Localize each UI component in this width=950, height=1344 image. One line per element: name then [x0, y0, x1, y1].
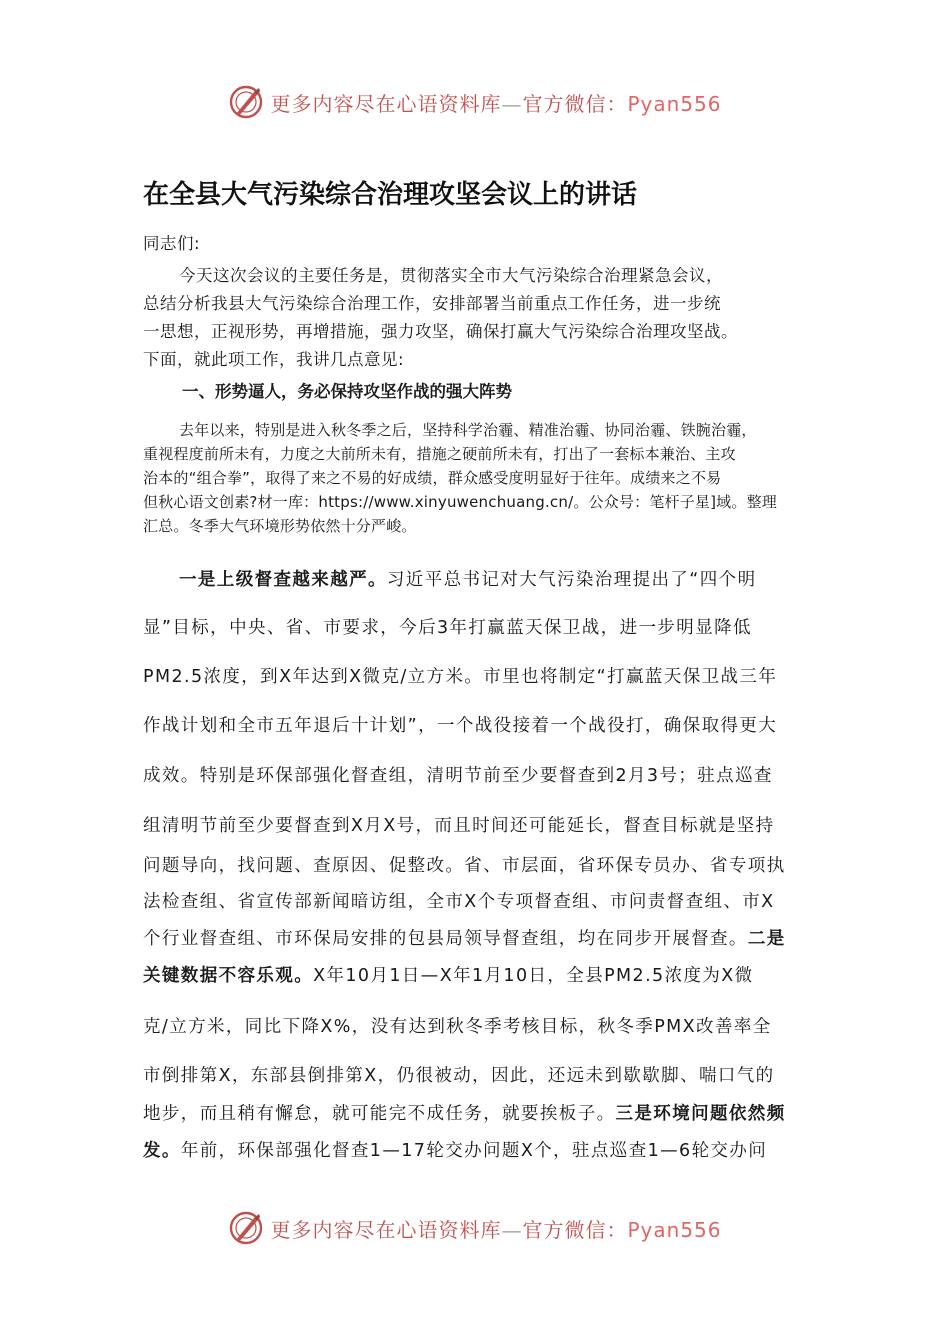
- watermark-text: 更多内容尽在心语资料库—官方微信：Pyan556: [270, 1217, 722, 1242]
- bold-phrase: 关键数据不容乐观。: [143, 966, 314, 986]
- bold-phrase: 三是环境问题依然频: [615, 1104, 786, 1124]
- salutation: 同志们:: [143, 234, 201, 253]
- watermark-banner-bottom: [0, 1208, 950, 1248]
- intro-line: 一思想，正视形势，再增措施，强力攻坚，确保打赢大气污染综合治理攻坚战。: [143, 322, 738, 341]
- body-line-11: 克/立方米，同比下降X%，没有达到秋冬季考核目标，秋冬季PMX改善率全: [143, 1017, 772, 1037]
- watermark-banner-top: [0, 82, 950, 122]
- section-line: 治本的“组合拳”，取得了来之不易的好成绩，群众感受度明显好于往年。成绩来之不易: [143, 469, 722, 487]
- intro-paragraph: [143, 262, 808, 374]
- body-line-1: 一是上级督查越来越严。习近平总书记对大气污染治理提出了“四个明: [179, 570, 757, 590]
- intro-line: 下面，就此项工作，我讲几点意见:: [143, 350, 405, 369]
- section-line: 汇总。冬季大气环境形势依然十分严峻。: [143, 517, 417, 535]
- body-line-10: 关键数据不容乐观。X年10月1日—X年1月10日，全县PM2.5浓度为X微: [143, 966, 754, 986]
- intro-line: 总结分析我县大气污染综合治理工作，安排部署当前重点工作任务，进一步统: [143, 294, 721, 313]
- body-line-4: 作战计划和全市五年退后十计划”，一个战役接着一个战役打，确保取得更大: [143, 716, 778, 736]
- bold-phrase: 一是上级督查越来越严。: [179, 570, 387, 590]
- body-line-12: 市倒排第X，东部县倒排第X，仍很被动，因此，还远未到歇歇脚、喘口气的: [143, 1066, 775, 1086]
- intro-line: 今天这次会议的主要任务是，贯彻落实全市大气污染综合治理紧急会议，: [179, 266, 723, 285]
- body-line-13: 地步，而且稍有懈怠，就可能完不成任务，就要挨板子。三是环境问题依然频: [143, 1104, 786, 1124]
- body-line-14: 发。年前，环保部强化督查1—17轮交办问题X个，驻点巡查1—6轮交办问: [143, 1141, 768, 1161]
- pen-logo-icon: [228, 1210, 264, 1246]
- body-line-7: 问题导向，找问题、查原因、促整改。省、市层面，省环保专员办、省专项执: [143, 856, 786, 876]
- section-paragraph: [143, 418, 808, 538]
- watermark-text: 更多内容尽在心语资料库—官方微信：Pyan556: [270, 91, 722, 116]
- section-line: 去年以来，特别是进入秋冬季之后，坚持科学治霾、精准治霾、协同治霾、铁腕治霾，: [179, 421, 757, 439]
- body-line-6: 组清明节前至少要督查到X月X号，而且时间还可能延长，督查目标就是坚持: [143, 816, 775, 836]
- bold-phrase: 二是: [747, 929, 786, 949]
- body-line-8: 法检查组、省宣传部新闻暗访组，全市X个专项督查组、市问责督查组、市X: [143, 892, 775, 912]
- body-line-9: 个行业督查组、市环保局安排的包县局领导督查组，均在同步开展督查。二是: [143, 929, 786, 949]
- section-line: 但秋心语文创素?材一库：https://www.xinyuwenchuang.cn/。公众号：笔杆子星]域。整理: [143, 493, 777, 511]
- section-heading: 一、形势逼人，务必保持攻坚作战的强大阵势: [182, 382, 512, 401]
- bold-phrase: 发。: [143, 1141, 181, 1161]
- body-line-3: PM2.5浓度，到X年达到X微克/立方米。市里也将制定“打赢蓝天保卫战三年: [143, 667, 778, 687]
- pen-logo-icon: [228, 84, 264, 120]
- body-line-5: 成效。特别是环保部强化督查组，清明节前至少要督查到2月3号；驻点巡查: [143, 766, 773, 786]
- section-line: 重视程度前所未有，力度之大前所未有，措施之硬前所未有，打出了一套标本兼治、主攻: [143, 445, 736, 463]
- document-title: 在全县大气污染综合治理攻坚会议上的讲话: [143, 180, 638, 210]
- body-line-2: 显”目标，中央、省、市要求，今后3年打赢蓝天保卫战，进一步明显降低: [143, 618, 752, 638]
